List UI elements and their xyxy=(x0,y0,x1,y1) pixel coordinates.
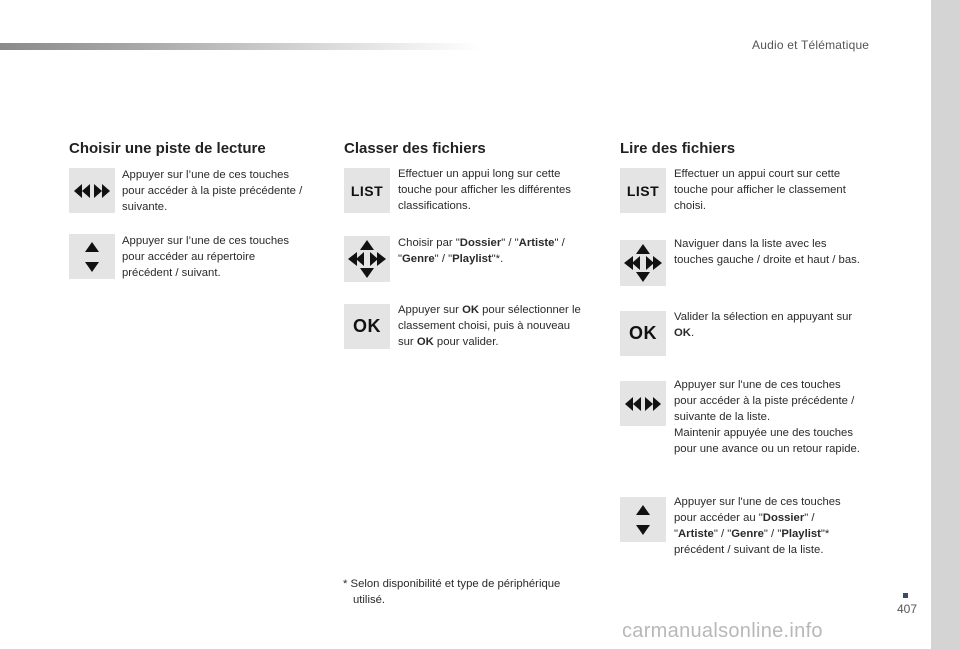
up-down-buttons-icon xyxy=(69,234,115,279)
lire-list-description: Effectuer un appui court sur cette touche pour afficher le classement choisi. xyxy=(674,168,846,212)
skip-buttons-icon xyxy=(69,168,115,213)
lire-updown-description: Appuyer sur l'une de ces touches pour accéder au "Dossier" / "Artiste" / "Genre" / "Playlist"* précédent / suivant de la liste. xyxy=(674,496,841,556)
right-margin-band xyxy=(931,0,960,649)
classer-ok-description: Appuyer sur OK pour sélectionner le classement choisi, puis à nouveau sur OK pour valider. xyxy=(398,304,581,348)
piste-skip-description: Appuyer sur l’une de ces touches pour accéder à la piste précédente / suivante. xyxy=(122,169,303,213)
lire-ok-description: Valider la sélection en appuyant sur OK. xyxy=(674,311,853,339)
section-title-classer-fichiers: Classer des fichiers xyxy=(344,140,486,157)
lire-nav-description: Naviguer dans la liste avec les touches gauche / droite et haut / bas. xyxy=(674,238,860,266)
watermark: carmanualsonline.info xyxy=(622,620,823,642)
header-gradient-bar xyxy=(0,43,480,50)
section-title-choisir-piste: Choisir une piste de lecture xyxy=(69,140,266,157)
lire-skip-description: Appuyer sur l'une de ces touches pour accéder à la piste précédente / suivante de la liste. Maintenir appuyée une des touches pour une avance ou un retour rapide. xyxy=(674,379,860,455)
four-way-arrows-icon xyxy=(620,240,666,286)
up-down-buttons-icon xyxy=(620,497,666,542)
classer-nav-description: Choisir par "Dossier" / "Artiste" / "Genre" / "Playlist"*. xyxy=(398,237,565,265)
skip-buttons-icon xyxy=(620,381,666,426)
page-marker xyxy=(903,593,908,598)
list-button-icon: LIST xyxy=(620,168,666,213)
page-number: 407 xyxy=(897,602,918,616)
ok-button-icon: OK xyxy=(620,311,666,356)
list-button-icon: LIST xyxy=(344,168,390,213)
section-title-lire-fichiers: Lire des fichiers xyxy=(620,140,736,157)
ok-button-icon: OK xyxy=(344,304,390,349)
piste-updown-description: Appuyer sur l’une de ces touches pour accéder au répertoire précédent / suivant. xyxy=(122,235,290,279)
footnote: * Selon disponibilité et type de périphérique utilisé. xyxy=(343,578,561,606)
classer-list-description: Effectuer un appui long sur cette touche pour afficher les différentes classifications. xyxy=(398,168,571,212)
four-way-arrows-icon xyxy=(344,236,390,282)
header-title: Audio et Télématique xyxy=(752,38,870,52)
